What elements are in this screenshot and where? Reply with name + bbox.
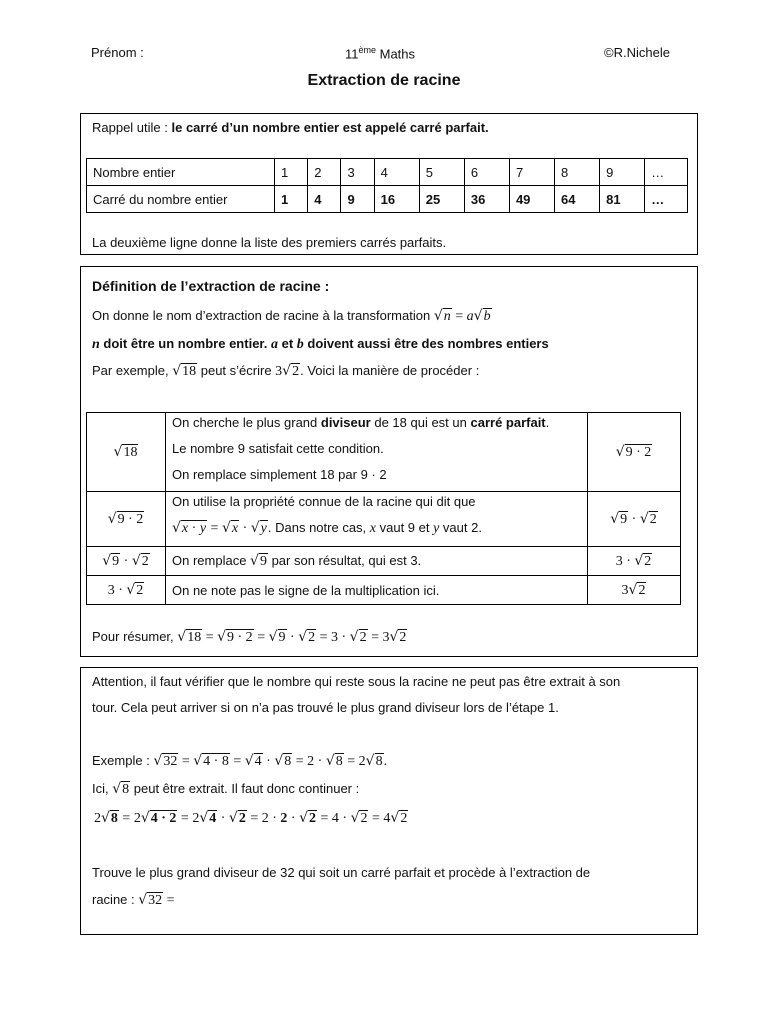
step2-line2: √x · y = √x · √y. Dans notre cas, x vaut 9 et y vaut 2. [172, 520, 482, 536]
step2-text [166, 492, 588, 547]
step3-text-a: On remplace [172, 552, 251, 568]
step1-text [166, 413, 588, 492]
table-row [87, 492, 681, 547]
step2-text-c: vaut 2. [439, 520, 482, 535]
page-title: Extraction de racine [307, 72, 461, 89]
definition-line3-a: Par exemple, [92, 363, 173, 378]
definition-line2-b: doit être un nombre entier. [99, 336, 271, 351]
squares-table [86, 158, 688, 213]
summary-prefix: Pour résumer, [92, 629, 178, 644]
table-cell: … [645, 186, 688, 213]
continuation-formula: 2√8 = 2√4 · 2 = 2√4 · √2 = 2 · 2 · √2 = 4 · √2 = 4√2 [94, 810, 408, 826]
step1-line1 [172, 415, 581, 441]
formula-product-rule: √x · y = √x · √y [172, 520, 267, 536]
step1-left: √18 [87, 413, 166, 492]
step3-text: On remplace √9 par son résultat, qui est 3. [166, 547, 588, 576]
formula-sqrt-n-eq-a-sqrt-b: √n = a√b [433, 308, 491, 324]
table-cell: 1 [275, 159, 308, 186]
step3-right: 3 · √2 [588, 547, 681, 576]
example-line [92, 753, 387, 770]
definition-line2-f: doivent aussi être des nombres entiers [303, 336, 549, 351]
step1-text-d: carré parfait [470, 415, 546, 430]
attention-line1: Attention, il faut vérifier que le nombre qui reste sous la racine ne peut pas être extrait à son [92, 674, 621, 689]
exercise-line2 [92, 892, 175, 909]
var-n: n [92, 337, 100, 352]
rappel-bold: le carré d’un nombre entier est appelé carré parfait. [171, 120, 489, 135]
step1-text-e: . [545, 415, 550, 430]
formula-sqrt18: √18 [172, 363, 197, 379]
rappel-text [92, 120, 489, 135]
step3-left: √9 · √2 [87, 547, 166, 576]
table-cell: 1 [275, 186, 308, 213]
table-cell: 3 [341, 159, 374, 186]
var-a: a [271, 337, 278, 352]
definition-line2-d: et [278, 336, 297, 351]
definition-line3 [92, 363, 479, 380]
example-prefix: Exemple : [92, 753, 154, 768]
step2-right: √9 · √2 [588, 492, 681, 547]
step4-right: 3√2 [588, 576, 681, 605]
table-cell: 8 [555, 159, 600, 186]
prenom-label: Prénom : [91, 45, 144, 60]
exercise-prefix: racine : [92, 892, 139, 907]
step1-right: √9 · 2 [588, 413, 681, 492]
definition-line3-c: . Voici la manière de procéder : [300, 363, 480, 378]
table-cell: 4 [308, 186, 341, 213]
summary-line [92, 629, 407, 646]
step1-text-b: diviseur [320, 415, 371, 430]
exercise-line1: Trouve le plus grand diviseur de 32 qui soit un carré parfait et procède à l’extraction de [92, 865, 591, 880]
step2-text-b: vaut 9 et [376, 520, 434, 535]
summary-formula: √18 = √9 · 2 = √9 · √2 = 3 · √2 = 3√2 [177, 629, 407, 645]
step4-text: On ne note pas le signe de la multiplication ici. [166, 576, 588, 605]
table-row [87, 413, 681, 492]
table-row [87, 576, 681, 605]
table-cell: 5 [419, 159, 464, 186]
table-cell: 36 [464, 186, 509, 213]
table-cell: 9 [600, 159, 645, 186]
table-cell: 4 [374, 159, 419, 186]
ici-line: Ici, √8 peut être extrait. Il faut donc continuer : [92, 781, 360, 797]
table-cell: 64 [555, 186, 600, 213]
table-row [87, 186, 688, 213]
formula-3sqrt2: 3√2 [275, 363, 300, 379]
step3-text-b: par son résultat, qui est 3. [267, 552, 422, 568]
attention-line2: tour. Cela peut arriver si on n’a pas trouvé le plus grand diviseur lors de l’étape 1. [92, 700, 559, 715]
table-cell: … [645, 159, 688, 186]
table-cell: 2 [308, 159, 341, 186]
step2-text-a: . Dans notre cas, [267, 520, 370, 535]
var-b: b [296, 337, 304, 352]
table-row [87, 159, 688, 186]
table-cell: 25 [419, 186, 464, 213]
rappel-box [80, 113, 698, 255]
class-level-sup: ème [358, 45, 377, 55]
attention-box [80, 667, 698, 935]
example-formula: √32 = √4 · 8 = √4 · √8 = 2 · √8 = 2√8. [153, 753, 388, 769]
step4-left: 3 · √2 [87, 576, 166, 605]
ici-a: Ici, [92, 781, 113, 796]
definition-heading: Définition de l’extraction de racine : [92, 278, 330, 294]
class-level-number: 11 [345, 46, 359, 62]
table-cell: 9 [341, 186, 374, 213]
definition-box [80, 266, 698, 657]
table-cell: 16 [374, 186, 419, 213]
steps-table [86, 412, 681, 605]
row-label-squares: Carré du nombre entier [87, 186, 275, 213]
author: ©R.Nichele [604, 45, 670, 60]
step1-line2: Le nombre 9 satisfait cette condition. [172, 441, 384, 456]
class-level [345, 45, 415, 61]
step2-line1: On utilise la propriété connue de la racine qui dit que [172, 494, 476, 509]
step1-text-a: On cherche le plus grand [172, 415, 321, 430]
table-cell: 49 [509, 186, 554, 213]
step1-line3: On remplace simplement 18 par 9 · 2 [172, 467, 387, 482]
definition-line3-b: peut s’écrire [197, 363, 276, 378]
class-level-subject: Maths [376, 46, 416, 62]
table-cell: 7 [509, 159, 554, 186]
definition-line2 [92, 336, 549, 353]
rappel-note: La deuxième ligne donne la liste des premiers carrés parfaits. [92, 235, 447, 250]
step1-text-c: de 18 qui est un [370, 415, 471, 430]
table-cell: 81 [600, 186, 645, 213]
definition-line1-text: On donne le nom d’extraction de racine à la transformation [92, 308, 431, 323]
ici-b: peut être extrait. Il faut donc continuer : [130, 781, 360, 796]
row-label-integers: Nombre entier [87, 159, 275, 186]
table-row [87, 547, 681, 576]
exercise-formula: √32 = [138, 892, 175, 908]
definition-line1 [92, 308, 492, 325]
table-cell: 6 [464, 159, 509, 186]
step2-left: √9 · 2 [87, 492, 166, 547]
rappel-prefix: Rappel utile : [92, 120, 172, 135]
